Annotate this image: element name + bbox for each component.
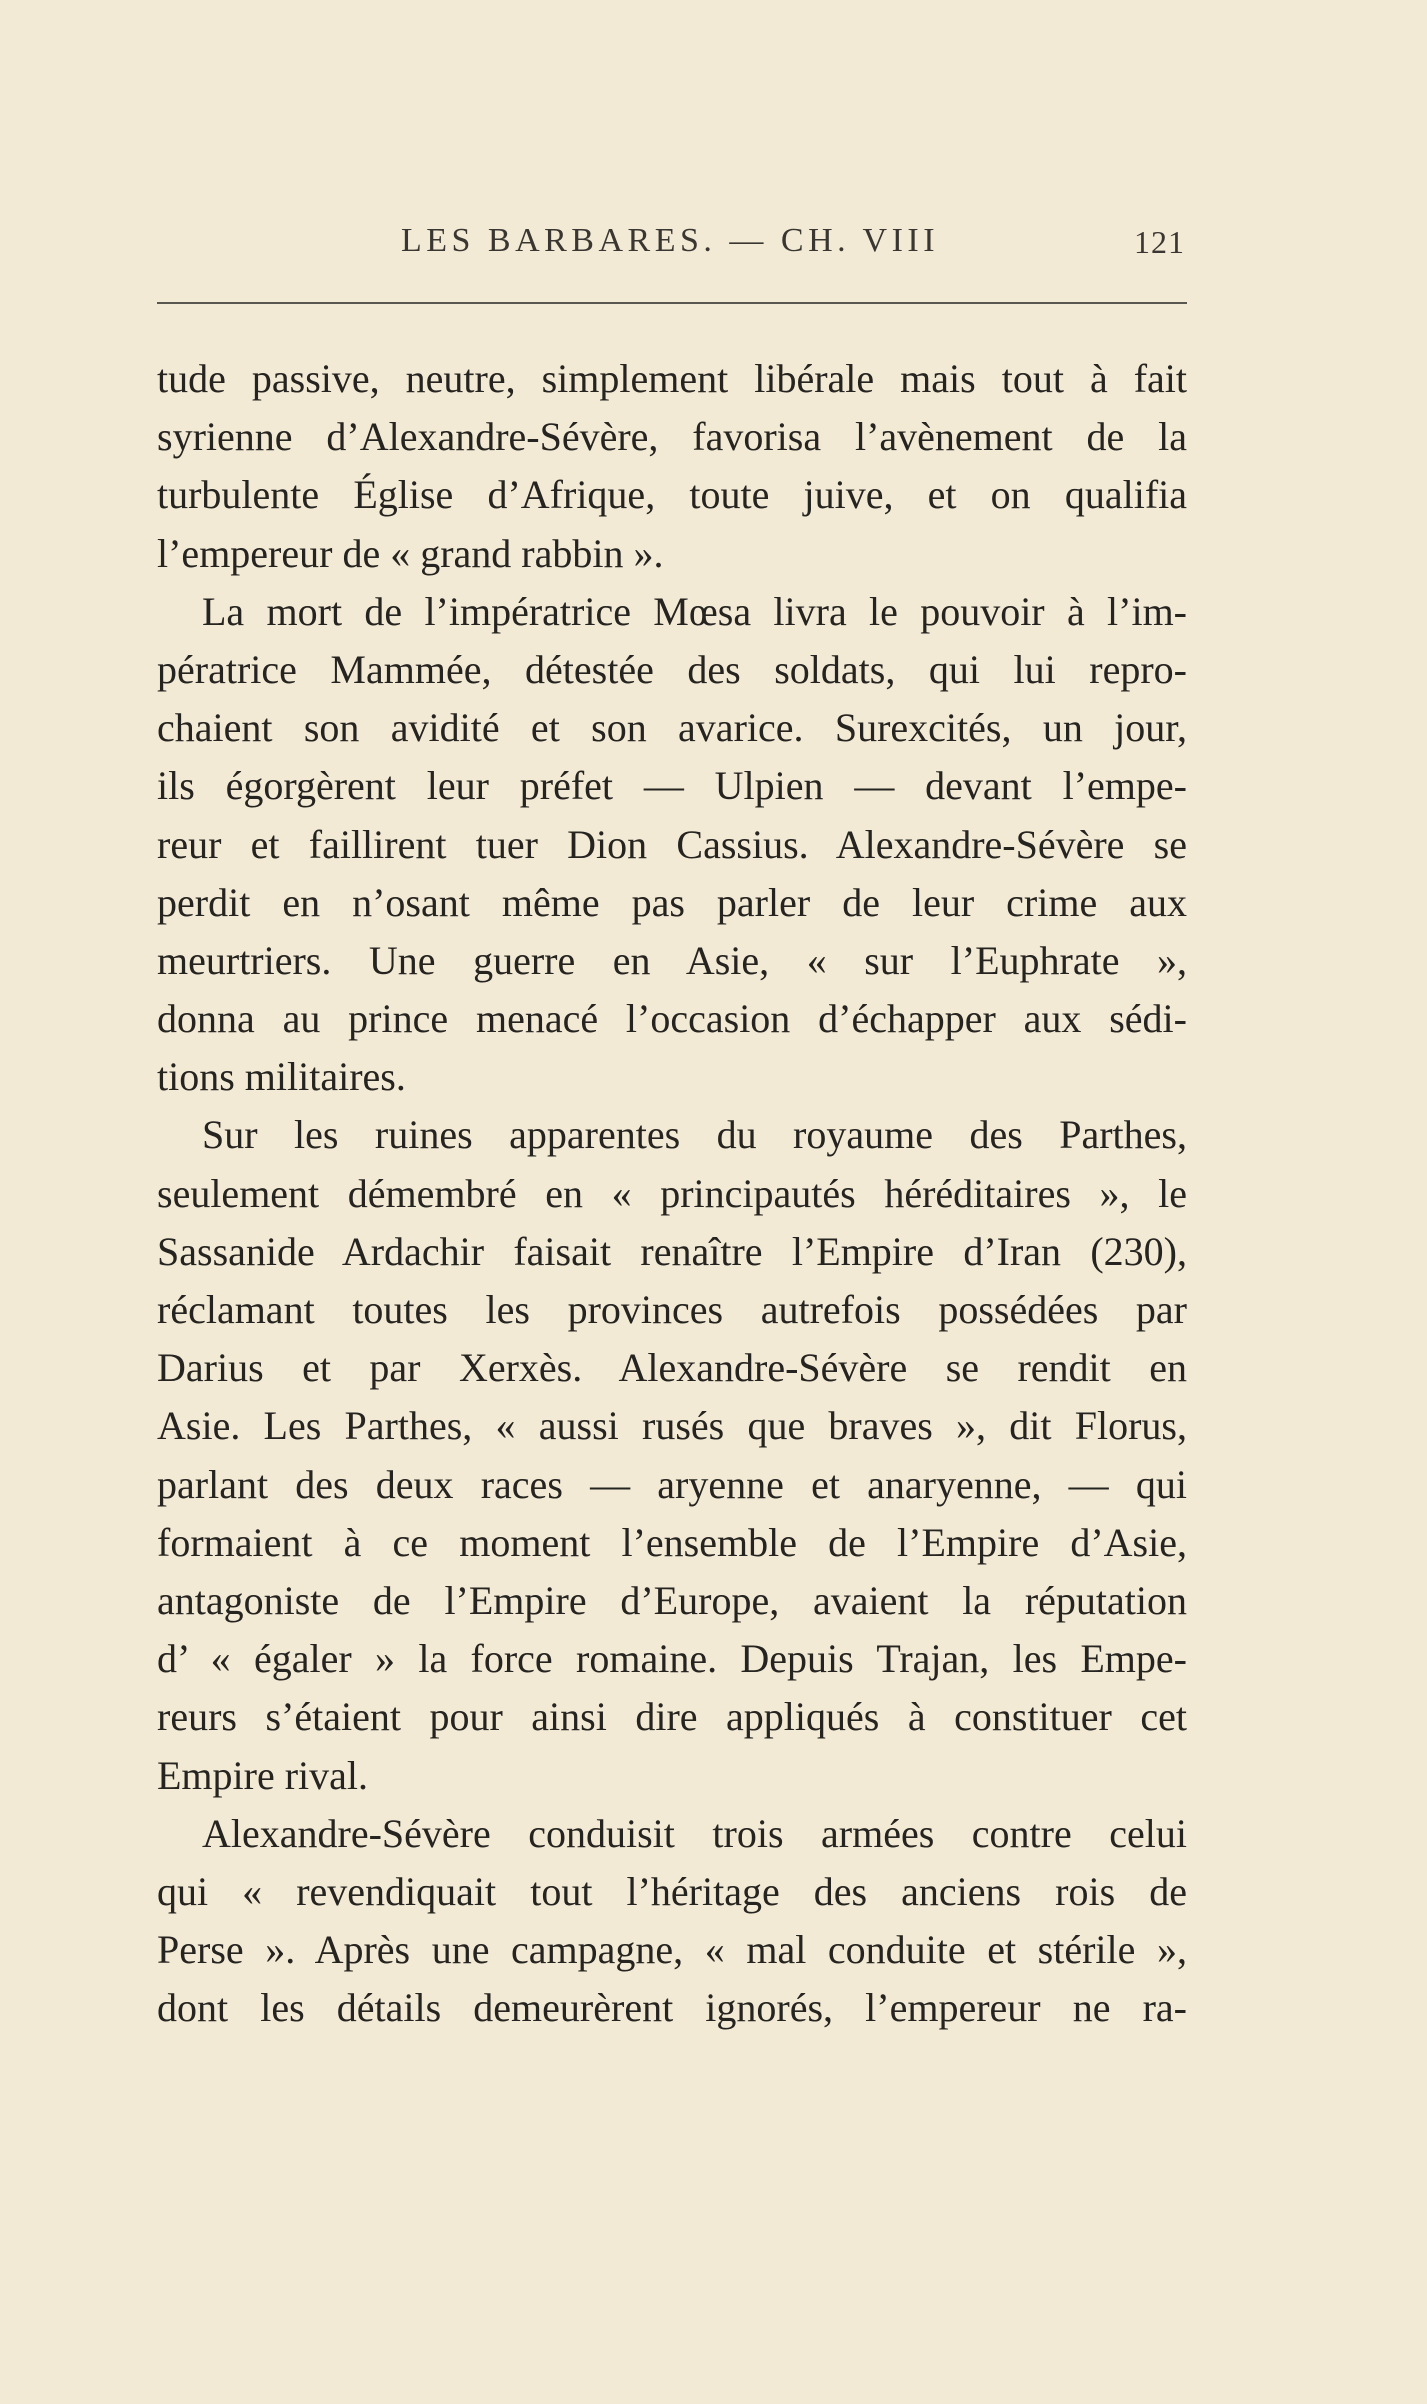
text-line: antagoniste de l’Empire d’Europe, avaient la réputation [157,1577,1187,1623]
header-rule [157,302,1187,304]
text-line: syrienne d’Alexandre-Sévère, favorisa l’avènement de la [157,414,1187,460]
text-line: Empire rival. [157,1752,369,1798]
text-line: pératrice Mammée, détestée des soldats, qui lui repro- [157,646,1187,692]
page-number: 121 [1134,224,1185,260]
text-line: Alexandre-Sévère conduisit trois armées contre celui [202,1810,1187,1856]
page-header [155,222,1185,272]
text-line: meurtriers. Une guerre en Asie, « sur l’Euphrate », [157,937,1187,983]
text-line: tude passive, neutre, simplement libérale mais tout à fait [157,356,1187,401]
text-line: formaient à ce moment l’ensemble de l’Empire d’Asie, [157,1519,1187,1565]
text-line: donna au prince menacé l’occasion d’échapper aux sédi- [157,996,1187,1042]
text-line: tions militaires. [157,1054,406,1100]
text-line: parlant des deux races — aryenne et anaryenne, — qui [157,1461,1187,1507]
text-line: Sur les ruines apparentes du royaume des Parthes, [202,1112,1187,1158]
text-line: ils égorgèrent leur préfet — Ulpien — devant l’empe- [157,763,1187,809]
text-line: Asie. Les Parthes, « aussi rusés que braves », dit Florus, [157,1403,1187,1449]
text-line: l’empereur de « grand rabbin ». [157,530,664,576]
text-line: chaient son avidité et son avarice. Surexcités, un jour, [157,705,1187,751]
text-line: reur et faillirent tuer Dion Cassius. Alexandre-Sévère se [157,821,1187,867]
text-line: qui « revendiquait tout l’héritage des anciens rois de [157,1868,1187,1914]
text-line: La mort de l’impératrice Mœsa livra le pouvoir à l’im- [202,588,1187,634]
text-line: reurs s’étaient pour ainsi dire appliqués à constituer cet [157,1694,1187,1740]
text-line: dont les détails demeurèrent ignorés, l’empereur ne ra- [157,1985,1187,2031]
text-line: réclamant toutes les provinces autrefois possédées par [157,1287,1187,1332]
text-line: turbulente Église d’Afrique, toute juive, et on qualifia [157,472,1187,518]
text-line: d’ « égaler » la force romaine. Depuis Trajan, les Empe- [157,1636,1187,1682]
text-line: perdit en n’osant même pas parler de leur crime aux [157,879,1187,925]
text-line: seulement démembré en « principautés héréditaires », le [157,1170,1187,1216]
text-line: Perse ». Après une campagne, « mal conduite et stérile », [157,1927,1187,1973]
text-line: Darius et par Xerxès. Alexandre-Sévère se rendit en [157,1345,1187,1391]
body-text [157,350,1187,2037]
running-title: LES BARBARES. — CH. VIII [400,222,940,259]
text-line: Sassanide Ardachir faisait renaître l’Empire d’Iran (230), [157,1228,1187,1274]
